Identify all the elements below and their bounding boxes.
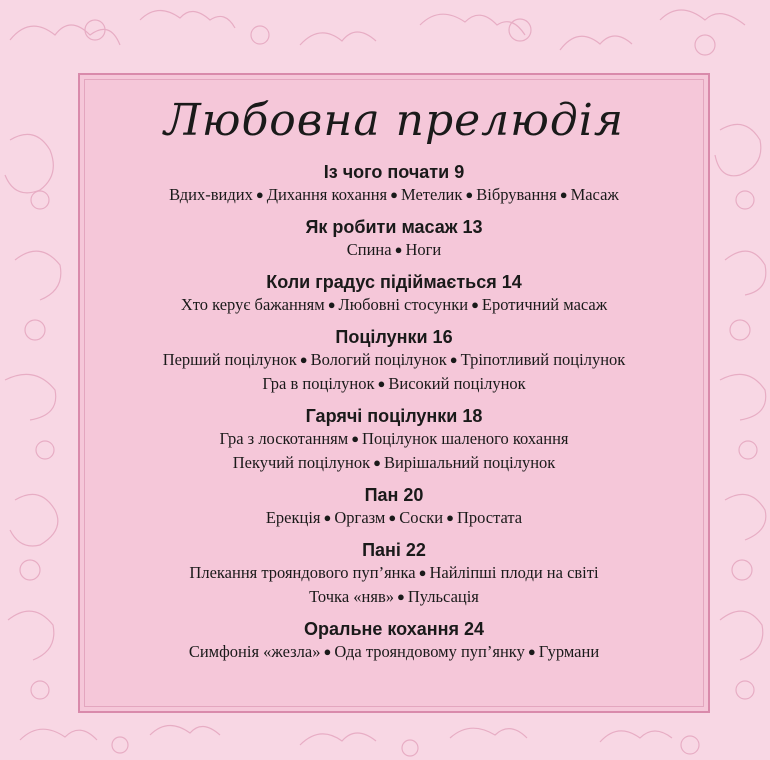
section-heading: Коли градус підіймається 14 bbox=[266, 272, 522, 292]
section-topics-line bbox=[80, 561, 708, 585]
section-heading: Пан 20 bbox=[364, 485, 424, 505]
topic-item: Любовні стосунки bbox=[338, 295, 469, 314]
topic-item: Ноги bbox=[405, 240, 442, 259]
topic-item: Дихання кохання bbox=[266, 185, 388, 204]
topic-item: Гра з лоскотанням bbox=[219, 429, 349, 448]
topic-item: Ерекція bbox=[265, 508, 321, 527]
section-topics-line bbox=[80, 293, 708, 317]
section-topics-line bbox=[80, 585, 708, 609]
bullet-separator: ● bbox=[471, 297, 479, 312]
contents-section bbox=[80, 161, 708, 207]
section-topics-line bbox=[80, 451, 708, 475]
topic-item: Пульсація bbox=[407, 587, 479, 606]
topic-item: Високий поцілунок bbox=[388, 374, 526, 393]
topic-item: Соски bbox=[399, 508, 444, 527]
section-topics-line bbox=[80, 506, 708, 530]
bullet-separator: ● bbox=[299, 352, 308, 367]
topic-item: Хто керує бажанням bbox=[180, 295, 325, 314]
contents-section bbox=[80, 216, 708, 262]
topic-item: Масаж bbox=[570, 185, 619, 204]
bullet-separator: ● bbox=[394, 242, 403, 257]
section-topics-line bbox=[80, 348, 708, 372]
bullet-separator: ● bbox=[465, 187, 474, 202]
topic-item: Тріпотливий поцілунок bbox=[460, 350, 626, 369]
contents-section bbox=[80, 271, 708, 317]
topic-item: Точка «няв» bbox=[309, 587, 394, 606]
bullet-separator: ● bbox=[373, 455, 381, 470]
topic-item: Еротичний масаж bbox=[481, 295, 608, 314]
topic-item: Оргазм bbox=[334, 508, 386, 527]
topic-item: Ода трояндовому пуп’янку bbox=[334, 642, 525, 661]
bullet-separator: ● bbox=[327, 297, 336, 312]
topic-item: Плекання трояндового пуп’янка bbox=[189, 563, 416, 582]
section-topics-line bbox=[80, 183, 708, 207]
bullet-separator: ● bbox=[351, 431, 360, 446]
section-topics-line bbox=[80, 372, 708, 396]
topic-item: Простата bbox=[456, 508, 523, 527]
topic-item: Вирішальний поцілунок bbox=[384, 453, 556, 472]
contents-panel bbox=[78, 73, 710, 713]
topic-item: Симфонія «жезла» bbox=[188, 642, 321, 661]
contents-section bbox=[80, 326, 708, 396]
contents-section bbox=[80, 618, 708, 664]
section-topics-line bbox=[80, 427, 708, 451]
section-heading: Із чого почати 9 bbox=[323, 162, 465, 182]
page-title: Любовна прелюдія bbox=[164, 95, 624, 146]
topic-item: Вологий поцілунок bbox=[310, 350, 447, 369]
section-topics-line bbox=[80, 640, 708, 664]
bullet-separator: ● bbox=[559, 187, 568, 202]
bullet-separator: ● bbox=[323, 644, 332, 659]
bullet-separator: ● bbox=[449, 352, 458, 367]
bullet-separator: ● bbox=[418, 565, 427, 580]
topic-item: Вібрування bbox=[476, 185, 557, 204]
section-heading: Як робити масаж 13 bbox=[305, 217, 483, 237]
bullet-separator: ● bbox=[377, 376, 386, 391]
topic-item: Гурмани bbox=[538, 642, 600, 661]
contents-section bbox=[80, 405, 708, 475]
topic-item: Вдих-видих bbox=[169, 185, 253, 204]
contents-list bbox=[80, 161, 708, 673]
bullet-separator: ● bbox=[255, 187, 264, 202]
topic-item: Найліпші плоди на світі bbox=[429, 563, 599, 582]
section-heading: Поцілунки 16 bbox=[335, 327, 453, 347]
section-heading: Оральне кохання 24 bbox=[304, 619, 484, 639]
topic-item: Пекучий поцілунок bbox=[232, 453, 371, 472]
topic-item: Перший поцілунок bbox=[162, 350, 297, 369]
topic-item: Поцілунок шаленого кохання bbox=[362, 429, 569, 448]
section-heading: Пані 22 bbox=[362, 540, 426, 560]
topic-item: Метелик bbox=[401, 185, 463, 204]
bullet-separator: ● bbox=[390, 187, 399, 202]
bullet-separator: ● bbox=[527, 644, 536, 659]
contents-section bbox=[80, 539, 708, 609]
section-heading: Гарячі поцілунки 18 bbox=[305, 406, 483, 426]
topic-item: Спина bbox=[346, 240, 392, 259]
bullet-separator: ● bbox=[323, 510, 332, 525]
contents-section bbox=[80, 484, 708, 530]
bullet-separator: ● bbox=[446, 510, 454, 525]
bullet-separator: ● bbox=[396, 589, 405, 604]
bullet-separator: ● bbox=[388, 510, 397, 525]
topic-item: Гра в поцілунок bbox=[262, 374, 375, 393]
section-topics-line bbox=[80, 238, 708, 262]
